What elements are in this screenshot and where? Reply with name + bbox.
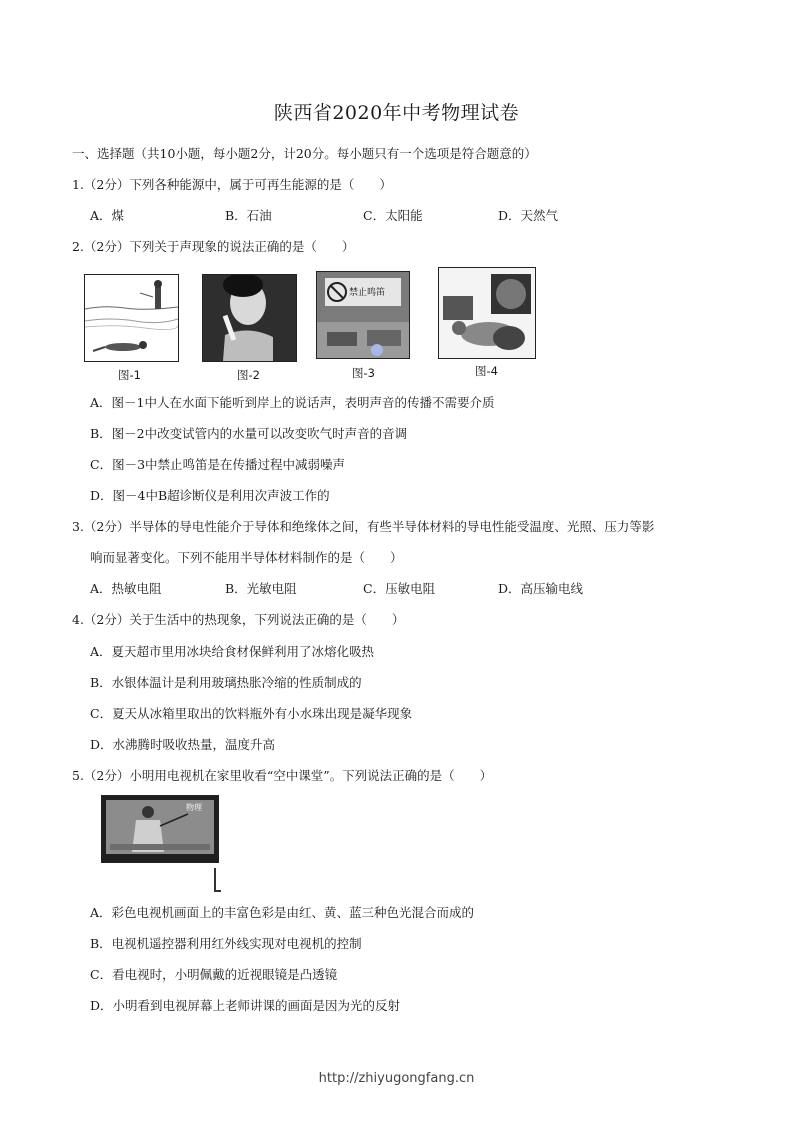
q1-option-b: B．石油 — [225, 208, 272, 223]
question-2-stem: 2.（2分）下列关于声现象的说法正确的是（ ） — [72, 239, 355, 254]
q2-option-c: C．图－3中禁止鸣笛是在传播过程中减弱噪声 — [90, 457, 346, 472]
q4-option-a: A．夏天超市里用冰块给食材保鲜利用了冰熔化吸热 — [90, 644, 375, 659]
q5-option-d: D．小明看到电视屏幕上老师讲课的画面是因为光的反射 — [90, 998, 401, 1013]
q4-option-b: B．水银体温计是利用玻璃热胀冷缩的性质制成的 — [90, 675, 362, 690]
footer-url[interactable]: http://zhiyugongfang.cn — [318, 1071, 475, 1086]
question-4-stem: 4.（2分）关于生活中的热现象，下列说法正确的是（ ） — [72, 612, 405, 627]
q1-option-d: D．天然气 — [498, 208, 559, 223]
q5-option-b: B．电视机遥控器利用红外线实现对电视机的控制 — [90, 936, 362, 951]
page-title: 陕西省2020年中考物理试卷 — [273, 102, 520, 124]
q2-option-a: A．图－1中人在水面下能听到岸上的说话声，表明声音的传播不需要介质 — [90, 395, 495, 410]
q3-option-b: B．光敏电阻 — [225, 581, 297, 596]
figure-3-no-honking-sign — [316, 271, 410, 359]
section-heading: 一、选择题（共10小题，每小题2分，计20分。每小题只有一个选项是符合题意的） — [72, 146, 537, 161]
q3-option-c: C．压敏电阻 — [363, 581, 436, 596]
figure-2-caption: 图-2 — [237, 368, 260, 382]
q5-option-c: C．看电视时，小明佩戴的近视眼镜是凸透镜 — [90, 967, 338, 982]
figure-4-ultrasound — [438, 267, 536, 359]
question-1-stem: 1.（2分）下列各种能源中，属于可再生能源的是（ ） — [72, 177, 392, 192]
question-3-stem-line2: 响而显著变化。下列不能用半导体材料制作的是（ ） — [90, 550, 403, 565]
sign-text: 禁止鸣笛 — [349, 288, 386, 298]
figure-2-test-tube — [202, 274, 297, 362]
q5-option-a: A．彩色电视机画面上的丰富色彩是由红、黄、蓝三种色光混合而成的 — [90, 905, 475, 920]
q4-option-c: C．夏天从冰箱里取出的饮料瓶外有小水珠出现是凝华现象 — [90, 706, 413, 721]
q1-option-c: C．太阳能 — [363, 208, 423, 223]
q3-option-d: D．高压输电线 — [498, 581, 584, 596]
figure-1-caption: 图-1 — [118, 368, 141, 382]
q4-option-d: D．水沸腾时吸收热量，温度升高 — [90, 737, 276, 752]
q1-option-a: A．煤 — [90, 208, 125, 223]
q2-option-b: B．图－2中改变试管内的水量可以改变吹气时声音的音调 — [90, 426, 408, 441]
figure-5-tv — [101, 795, 219, 863]
figure-4-caption: 图-4 — [475, 364, 498, 378]
figure-1-underwater — [84, 274, 179, 362]
tv-label: 物理 — [186, 803, 202, 812]
question-3-stem-line1: 3.（2分）半导体的导电性能介于导体和绝缘体之间，有些半导体材料的导电性能受温度、光照、压力等影 — [72, 519, 655, 534]
tv-stand — [214, 868, 221, 892]
question-5-stem: 5.（2分）小明用电视机在家里收看“空中课堂”。下列说法正确的是（ ） — [72, 768, 493, 783]
figure-3-caption: 图-3 — [352, 366, 375, 380]
q3-option-a: A．热敏电阻 — [90, 581, 162, 596]
q2-option-d: D．图－4中B超诊断仪是利用次声波工作的 — [90, 488, 330, 503]
